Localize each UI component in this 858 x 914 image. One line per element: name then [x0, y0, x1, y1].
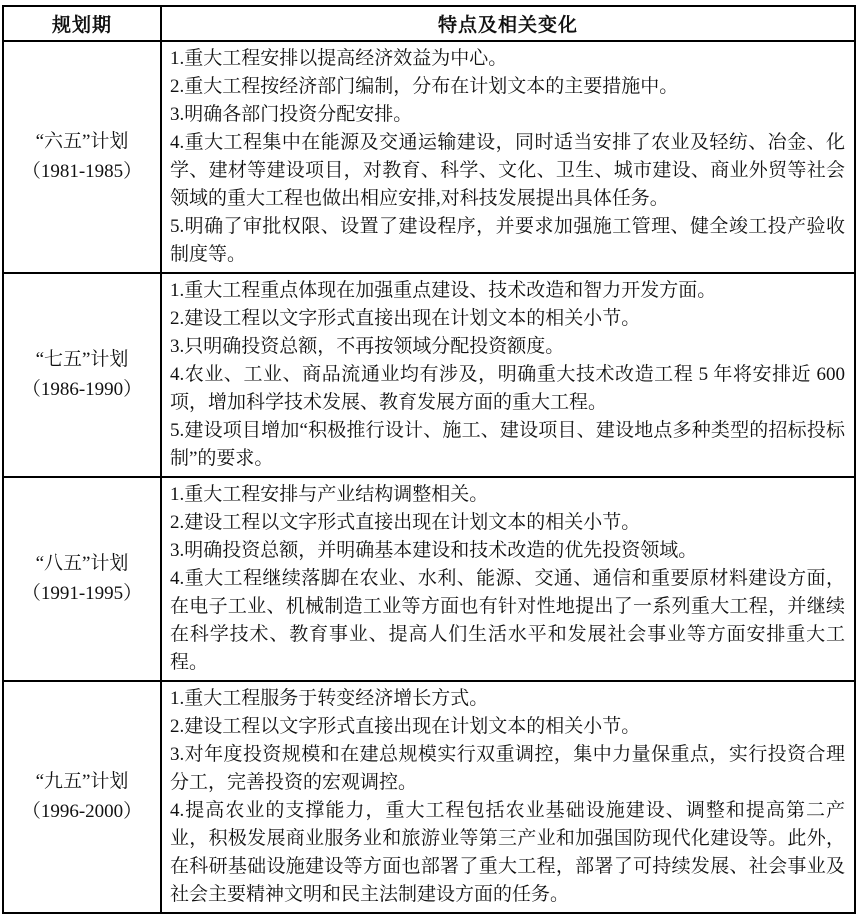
period-years: （1996-2000） — [21, 801, 143, 822]
feature-item: 1.重大工程安排以提高经济效益为中心。 — [170, 48, 508, 69]
table-row-plan-9th — [3, 681, 855, 913]
feature-item: 3.明确各部门投资分配安排。 — [170, 104, 413, 125]
feature-item: 1.重大工程安排与产业结构调整相关。 — [170, 484, 489, 505]
feature-item: 2.建设工程以文字形式直接出现在计划文本的相关小节。 — [170, 512, 641, 533]
details-cell-8th — [161, 477, 855, 681]
details-cell-7th — [161, 273, 855, 477]
feature-item: 5.明确了审批权限、设置了建设程序，并要求加强施工管理、健全竣工投产验收制度等。 — [170, 216, 845, 265]
feature-item: 1.重大工程重点体现在加强重点建设、技术改造和智力开发方面。 — [170, 280, 717, 301]
period-years: （1991-1995） — [21, 583, 143, 604]
feature-item: 4.重大工程继续落脚在农业、水利、能源、交通、通信和重要原材料建设方面，在电子工业、机械制造工业等方面也有针对性地提出了一系列重大工程，并继续在科学技术、教育事业、提高人们生活水平和发展社会事业等方面安排重大工程。 — [170, 568, 845, 673]
table-row-plan-7th — [3, 273, 855, 477]
header-planning-period: 规划期 — [3, 6, 161, 41]
period-name: “七五”计划 — [35, 349, 129, 370]
details-cell-6th — [161, 41, 855, 273]
period-cell-8th — [3, 477, 161, 681]
feature-item: 5.建设项目增加“积极推行设计、施工、建设项目、建设地点多种类型的招标投标制”的要求。 — [170, 420, 845, 469]
feature-item: 2.建设工程以文字形式直接出现在计划文本的相关小节。 — [170, 308, 641, 329]
table-row-plan-8th — [3, 477, 855, 681]
period-years: （1981-1985） — [21, 161, 143, 182]
feature-item: 4.重大工程集中在能源及交通运输建设，同时适当安排了农业及轻纺、冶金、化学、建材等建设项目，对教育、科学、文化、卫生、城市建设、商业外贸等社会领域的重大工程也做出相应安排,对科技发展提出具体任务。 — [170, 132, 845, 209]
feature-item: 3.对年度投资规模和在建总规模实行双重调控，集中力量保重点，实行投资合理分工，完善投资的宏观调控。 — [170, 744, 845, 793]
period-cell-7th — [3, 273, 161, 477]
period-name: “六五”计划 — [35, 131, 129, 152]
feature-item: 2.重大工程按经济部门编制，分布在计划文本的主要措施中。 — [170, 76, 679, 97]
table-header-row — [3, 6, 855, 41]
feature-item: 3.只明确投资总额，不再按领域分配投资额度。 — [170, 336, 565, 357]
period-cell-6th — [3, 41, 161, 273]
details-cell-9th — [161, 681, 855, 913]
period-name: “八五”计划 — [35, 553, 129, 574]
period-cell-9th — [3, 681, 161, 913]
planning-periods-table — [2, 5, 856, 914]
period-years: （1986-1990） — [21, 379, 143, 400]
feature-item: 1.重大工程服务于转变经济增长方式。 — [170, 688, 489, 709]
feature-item: 2.建设工程以文字形式直接出现在计划文本的相关小节。 — [170, 716, 641, 737]
feature-item: 4.农业、工业、商品流通业均有涉及，明确重大技术改造工程 5 年将安排近 600 项，增加科学技术发展、教育发展方面的重大工程。 — [170, 364, 845, 413]
table-row-plan-6th — [3, 41, 855, 273]
feature-item: 3.明确投资总额，并明确基本建设和技术改造的优先投资领域。 — [170, 540, 698, 561]
feature-item: 4.提高农业的支撑能力，重大工程包括农业基础设施建设、调整和提高第二产业，积极发展商业服务业和旅游业等第三产业和加强国防现代化建设等。此外，在科研基础设施建设等方面也部署了重大工程，部署了可持续发展、社会事业及社会主要精神文明和民主法制建设方面的任务。 — [170, 800, 845, 905]
header-features-changes: 特点及相关变化 — [161, 6, 855, 41]
period-name: “九五”计划 — [35, 771, 129, 792]
